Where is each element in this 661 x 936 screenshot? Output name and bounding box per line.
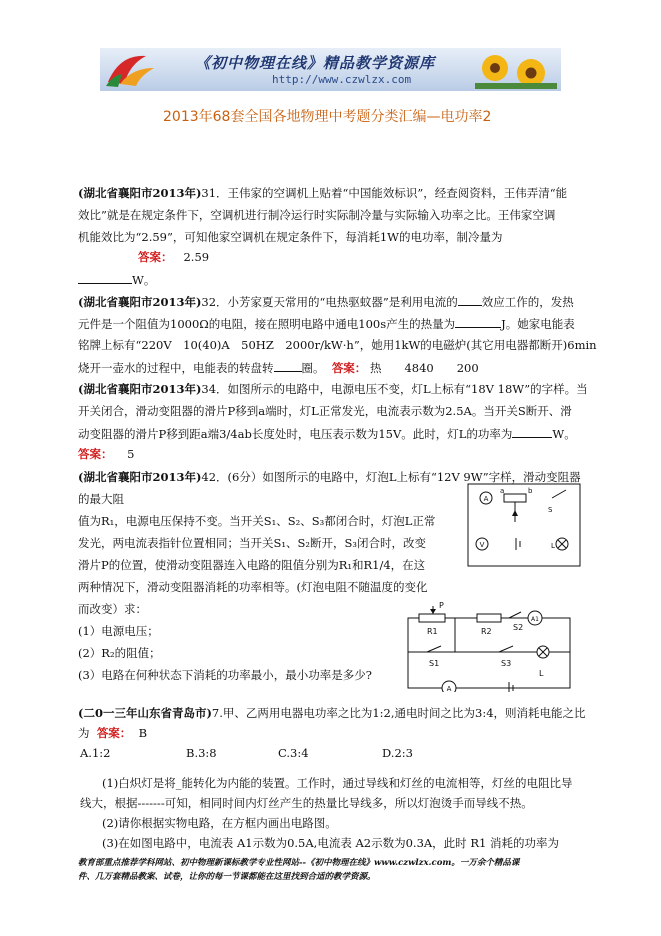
circuit1-lamp-label: L: [551, 542, 555, 550]
circuit1-b-label: b: [528, 487, 533, 495]
circuit2-s3-label: S3: [501, 659, 512, 668]
document-title: 2013年68套全国各地物理中考题分类汇编—电功率2: [163, 109, 492, 125]
q31-line-1: [78, 186, 567, 201]
extra-line-3: (2)请你根据实物电路，在方框内画出电路图。: [102, 816, 337, 830]
footer-line-2: 件、几万套精品教案、试卷，让你的每一节课都能在这里找到合适的教学资源。: [78, 872, 376, 882]
q32-line-3: 铭牌上标有“220V 10(40)A 50HZ 2000r/kW·h”，她用1kW的电磁炉(其它用电器都断开)6min: [78, 338, 597, 352]
q34-circuit-diagram: [466, 482, 582, 568]
q7-option-b: B.3:8: [186, 746, 217, 760]
q31-line-4: W。: [78, 272, 155, 288]
q42-sub-1: (1）电源电压；: [78, 624, 159, 638]
extra-line-1: (1)白炽灯是将_能转化为内能的装置。工作时，通过导线和灯丝的电流相等，灯丝的电阻比导: [102, 776, 573, 790]
q42-line-5: 滑片P的位置，使滑动变阻器连入电路的阻值分别为R₁和R1/4，在这: [78, 558, 426, 572]
q32-blank-2: [455, 316, 501, 328]
circuit2-r2-label: R2: [481, 627, 492, 636]
circuit1-a-label: a: [500, 487, 505, 495]
q7-line-1: (二0一三年山东省青岛市)7.甲、乙两用电器电功率之比为1:2,通电时间之比为3:4，则消耗电能之比: [78, 706, 586, 720]
q42-line-2: 的最大阻: [78, 492, 124, 506]
q32-blank-1: [458, 294, 482, 306]
q31-source: (湖北省襄阳市2013年): [78, 186, 202, 200]
q32-line-2: 元件是一个阻值为1000Ω的电阻，接在照明电路中通电100s产生的热量为 J。她家电能表: [78, 317, 575, 331]
q42-line-6: 两种情况下，滑动变阻器消耗的功率相等。(灯泡电阻不随温度的变化: [78, 580, 428, 594]
q7-option-c: C.3:4: [278, 746, 309, 760]
circuit1-switch-label: S: [548, 506, 553, 514]
sunflower-icon: [475, 51, 557, 89]
q32-line-4: 烧开一壶水的过程中，电能表的转盘转 圈。 答案： 热 4840 200: [78, 361, 479, 375]
q31-line-3: 机能效比为“2.59”，可知他家空调机在规定条件下，每消耗1W的电功率，制冷量为: [78, 230, 503, 244]
q42-line-7: 而改变）求：: [78, 602, 147, 616]
footer-line-1: 教育部重点推荐学科网站、初中物理新课标教学专业性网站--《初中物理在线》www.czwlzx.com。一万余个精品课: [78, 858, 520, 868]
circuit2-a1-label: A1: [531, 616, 539, 623]
banner-title: 《初中物理在线》精品教学资源库: [195, 54, 436, 72]
circuit1-voltmeter-label: V: [479, 541, 485, 549]
q31-blank: [78, 272, 132, 284]
q31-answer: 答案： 2.59: [138, 250, 210, 264]
q7-option-d: D.2:3: [382, 746, 413, 760]
circuit2-ammeter-label: A: [446, 685, 452, 692]
q7-line-2: 为 答案： B: [78, 726, 148, 740]
q42-sub-3: (3）电路在何种状态下消耗的功率最小，最小功率是多少?: [78, 668, 372, 682]
q34-blank: [512, 426, 552, 438]
circuit2-s2-label: S2: [513, 623, 524, 632]
circuit2-p-label: P: [439, 601, 444, 610]
circuit2-lamp-label: L: [539, 669, 544, 678]
page-footer: [78, 856, 519, 884]
q34-line-2: 开关闭合，滑动变阻器的滑片P移到a端时，灯L正常发光，电流表示数为2.5A。当开关S断开、滑: [78, 404, 572, 418]
q32-blank-3: [274, 360, 302, 372]
banner-url[interactable]: http://www.czwlzx.com: [272, 73, 412, 86]
extra-line-4: (3)在如图电路中，电流表 A1示数为0.5A,电流表 A2示数为0.3A，此时 R1 消耗的功率为: [102, 836, 559, 850]
extra-line-2: 线大，根据-------可知，相同时间内灯丝产生的热量比导线多，所以灯泡烫手而导线不热。: [80, 796, 533, 810]
q42-line-3: 值为R₁，电源电压保持不变。当开关S₁、S₂、S₃都闭合时，灯泡L正常: [78, 514, 436, 528]
circuit2-r1-label: R1: [427, 627, 438, 636]
q34-line-3: 动变阻器的滑片P移到距a端3/4ab长度处时，电压表示数为15V。此时，灯L的功率为 W。: [78, 427, 576, 441]
q31-text-1: 31．王伟家的空调机上贴着“中国能效标识”，经查阅资料，王伟弄清“能: [201, 186, 568, 200]
q7-option-a: A.1:2: [80, 746, 111, 760]
circuit1-ammeter-label: A: [483, 495, 489, 503]
site-logo-icon: [102, 50, 160, 89]
q32-line-1: (湖北省襄阳市2013年)32．小芳家夏天常用的“电热驱蚊器”是利用电流的 效应工作的，发热: [78, 295, 574, 309]
q42-sub-2: (2）R₂的阻值；: [78, 646, 161, 660]
q42-line-1: (湖北省襄阳市2013年)42．(6分）如图所示的电路中，灯泡L上标有“12V 9W”字样，滑动变阻器: [78, 470, 581, 484]
circuit2-s1-label: S1: [429, 659, 440, 668]
q34-line-1: (湖北省襄阳市2013年)34．如图所示的电路中，电源电压不变，灯L上标有“18V 18W”的字样。当: [78, 382, 588, 396]
q34-answer: 答案： 5: [78, 447, 135, 461]
q42-line-4: 发光，两电流表指针位置相同；当开关S₁、S₂断开，S₃闭合时，改变: [78, 536, 426, 550]
q42-circuit-diagram: [405, 600, 573, 692]
site-banner: [100, 48, 561, 91]
q31-line-2: 效比”就是在规定条件下，空调机进行制冷运行时实际制冷量与实际输入功率之比。王伟家空调: [78, 208, 556, 222]
